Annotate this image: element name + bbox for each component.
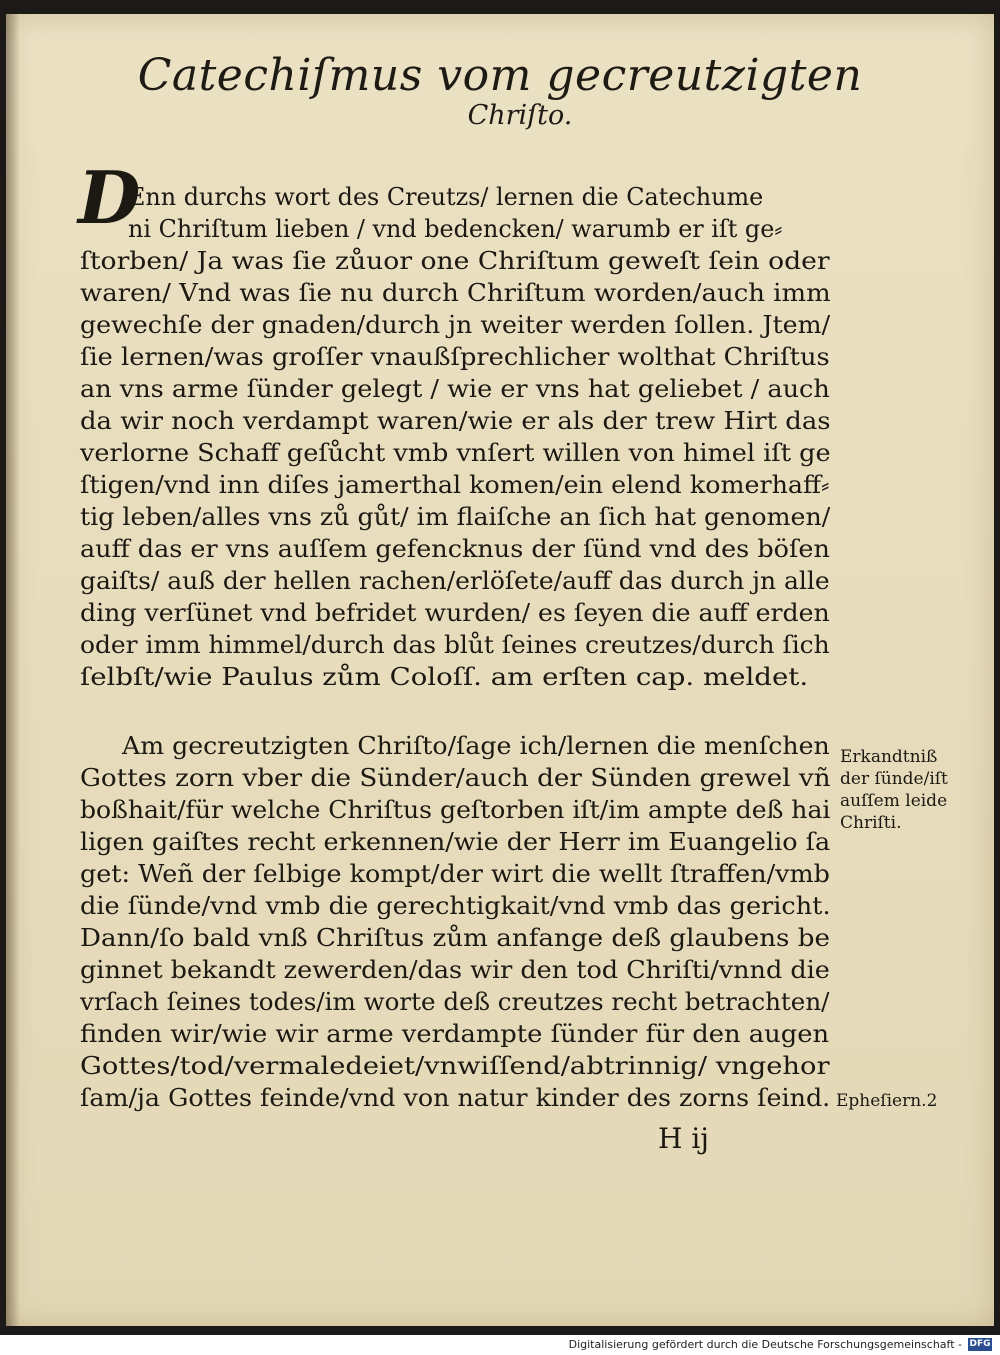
- text-line: vrſach ſeines todes/im worte deß creutzes recht betrachten/: [80, 988, 830, 1016]
- decorated-initial: D: [78, 155, 141, 240]
- text-line: Gottes zorn vber die Sünder/auch der Sünden grewel vñ: [80, 764, 831, 792]
- text-line: an vns arme ſünder gelegt / wie er vns hat geliebet / auch: [80, 375, 830, 403]
- text-line: waren/ Vnd was ſie nu durch Chriſtum worden/auch imm: [80, 279, 831, 307]
- text-line: Gottes/tod/vermaledeiet/vnwiſſend/abtrinnig/ vngehor: [80, 1052, 830, 1080]
- text-line: ſtigen/vnd inn diſes jamerthal komen/ein elend komerhaff⸗: [80, 471, 830, 499]
- text-line: ni Chriſtum lieben / vnd bedencken/ warumb er iſt ge⸗: [128, 215, 783, 243]
- margin-note-line: Erkandtniß: [840, 747, 938, 767]
- margin-note-line: Chriſti.: [840, 813, 902, 833]
- signature-mark: H ij: [658, 1122, 709, 1155]
- dfg-logo[interactable]: DFG: [969, 1339, 991, 1349]
- text-line: ligen gaiſtes recht erkennen/wie der Herr im Euangelio ſa: [80, 828, 831, 856]
- text-line: get: Weñ der ſelbige kompt/der wirt die wellt ſtraffen/vmb: [80, 860, 830, 888]
- text-line: Am gecreutzigten Chriſto/ſage ich/lernen die menſchen: [122, 732, 830, 760]
- footer-credit: Digitalisierung gefördert durch die Deutsche Forschungsgemeinschaft -: [568, 1338, 962, 1351]
- text-line: ding verſünet vnd befridet wurden/ es ſeyen die auff erden: [80, 599, 830, 627]
- text-line: ſtorben/ Ja was ſie zůuor one Chriſtum geweſt ſein oder: [80, 247, 830, 275]
- margin-note-line: auſſem leide: [840, 791, 948, 811]
- text-line: auff das er vns auſſem gefencknus der ſünd vnd des böſen: [80, 535, 830, 563]
- text-line: ſie lernen/was groſſer vnaußſprechlicher wolthat Chriſtus: [80, 343, 830, 371]
- text-line: Enn durchs wort des Creutzs/ lernen die Catechume: [128, 183, 764, 211]
- text-line: boßhait/für welche Chriſtus geſtorben iſt/im ampte deß hai: [80, 796, 831, 824]
- text-line: ſelbſt/wie Paulus zům Coloſſ. am erſten cap. meldet.: [80, 663, 809, 691]
- text-line: gaiſts/ auß der hellen rachen/erlöſete/auff das durch jn alle: [80, 567, 830, 595]
- margin-note-2: Epheſiern.2: [836, 1091, 938, 1111]
- text-line: die ſünde/vnd vmb die gerechtigkait/vnd vmb das gericht.: [80, 892, 831, 920]
- text-line: tig leben/alles vns zů gůt/ im flaiſche an ſich hat genomen/: [80, 503, 831, 531]
- page-subtitle: Chriſto.: [467, 100, 573, 131]
- text-line: gewechſe der gnaden/durch jn weiter werden ſollen. Jtem/: [80, 311, 831, 339]
- text-line: Dann/ſo bald vnß Chriſtus zům anfange deß glaubens be: [80, 924, 831, 952]
- text-line: da wir noch verdampt waren/wie er als der trew Hirt das: [80, 407, 831, 435]
- page-gutter-shadow: [6, 14, 20, 1326]
- text-line: ginnet bekandt zewerden/das wir den tod Chriſti/vnnd die: [80, 956, 830, 984]
- page-title: Catechiſmus vom gecreutzigten: [137, 50, 863, 101]
- text-line: finden wir/wie wir arme verdampte ſünder für den augen: [80, 1020, 830, 1048]
- text-line: oder imm himmel/durch das blůt ſeines creutzes/durch ſich: [80, 631, 830, 659]
- text-line: ſam/ja Gottes feinde/vnd von natur kinder des zorns ſeind.: [80, 1084, 831, 1112]
- text-line: verlorne Schaff geſůcht vmb vnſert willen von himel iſt ge: [80, 439, 831, 467]
- margin-note-line: der ſünde/iſt: [840, 769, 948, 789]
